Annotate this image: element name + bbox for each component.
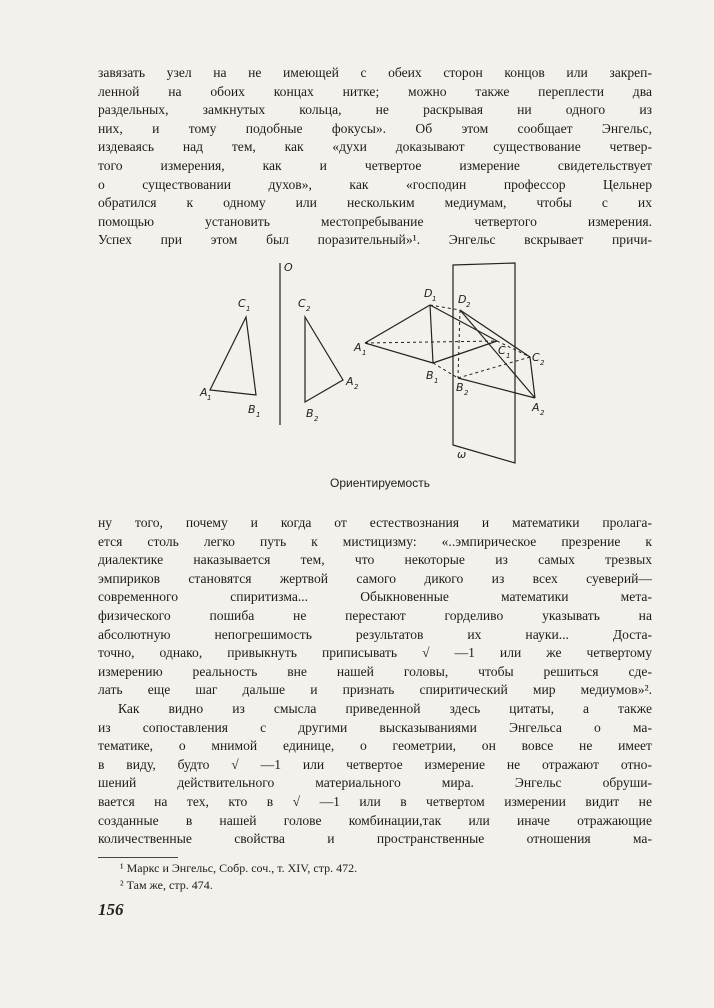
label-d2: D xyxy=(458,293,467,306)
label-b1: B xyxy=(248,403,256,416)
edge-b-c xyxy=(433,341,497,363)
label-c2: C xyxy=(298,297,306,310)
text-line: абсолютную непогрешимость результатов их науки... Доста- xyxy=(98,626,652,642)
label-subscript: 2 xyxy=(466,301,471,309)
text-line: раздельных, замкнутых кольца, не раскрывая ни одного из xyxy=(98,102,652,118)
text-line: Успех при этом был поразительный»¹. Энгельс вскрывает причи- xyxy=(98,232,652,248)
orientability-figure xyxy=(190,255,580,470)
text-line: шений действительного материального мира. Энгельс обруши- xyxy=(98,775,652,791)
label-subscript: 1 xyxy=(362,349,367,357)
text-line: из сопоставления с другими высказываниями Энгельса о ма- xyxy=(98,719,652,735)
label-b1-3d: B xyxy=(426,369,434,382)
footnote-2: ² Там же, стр. 474. xyxy=(120,878,213,892)
footnote-1: ¹ Маркс и Энгельс, Собр. соч., т. XIV, стр. 472. xyxy=(120,861,358,875)
footnote-rule xyxy=(98,857,178,858)
dashed-b-b2 xyxy=(433,363,458,378)
text-line: измерению реальность вне нашей головы, чтобы решиться сде- xyxy=(98,663,652,679)
text-line: вается на тех, кто в √ —1 или в четвертом измерении видит не xyxy=(98,793,652,809)
dashed-a-c xyxy=(365,341,497,343)
label-c2-3d: C xyxy=(532,351,540,364)
triangle-abc-1 xyxy=(210,317,256,395)
text-line: диалектике наказывается тем, что некоторые из самых трезвых xyxy=(98,552,652,568)
label-a1-3d: A xyxy=(354,341,362,354)
text-line: того измерения, как и четвертое измерение свидетельствует xyxy=(98,157,652,173)
footnotes xyxy=(120,860,357,894)
text-line: точно, однако, привыкнуть приписывать √ —1 или же четвертому xyxy=(98,645,652,661)
label-b2: B xyxy=(306,407,314,420)
label-c1-3d: C xyxy=(498,344,506,357)
label-subscript: 1 xyxy=(432,295,437,303)
figure-caption: Ориентируемость xyxy=(330,476,430,490)
label-subscript: 1 xyxy=(256,411,261,419)
text-line: ленной на обоих концах нитке; можно также переплести два xyxy=(98,83,652,99)
text-line: современного спиритизма... Обыкновенные математики мета- xyxy=(98,589,652,605)
text-line: физического пошиба не перестают горделиво указывать на xyxy=(98,607,652,623)
label-a1: A xyxy=(200,386,208,399)
label-a2: A xyxy=(346,375,354,388)
last-paragraph xyxy=(98,700,652,849)
text-line: в виду, будто √ —1 или четвертое измерение не отражают отно- xyxy=(98,756,652,772)
text-line: лать еще шаг дальше и признать спиритический мир медиумов»². xyxy=(98,682,652,698)
edge-d-c xyxy=(430,305,497,341)
label-subscript: 2 xyxy=(540,409,545,417)
middle-paragraph xyxy=(98,514,652,700)
text-line: ется столь легко путь к мистицизму: «..эмпирическое презрение к xyxy=(98,533,652,549)
text-line: эмпириков становятся жертвой самого дикого из всех суеверий— xyxy=(98,570,652,586)
page-number: 156 xyxy=(98,900,124,919)
label-subscript: 2 xyxy=(540,359,545,367)
label-subscript: 1 xyxy=(246,305,251,313)
label-subscript: 2 xyxy=(306,305,311,313)
text-line: них, и тому подобные фокусы». Об этом сообщает Энгельс, xyxy=(98,120,652,136)
text-line: созданные в нашей голове комбинации,так или иначе отражающие xyxy=(98,812,652,828)
text-line: ну того, почему и когда от естествознания и математики пролага- xyxy=(98,515,652,530)
text-line: о существовании духов», как «господин профессор Цельнер xyxy=(98,176,652,192)
label-subscript: 2 xyxy=(354,383,359,391)
label-subscript: 1 xyxy=(506,352,511,360)
label-c1: C xyxy=(238,297,246,310)
triangle-abc-2 xyxy=(305,317,343,402)
label-omega: ω xyxy=(457,448,467,461)
text-line: тематике, о мнимой единице, о геометрии, он вовсе не имеет xyxy=(98,738,652,754)
label-o: O xyxy=(284,261,293,274)
text-line: завязать узел на не имеющей с обеих сторон концов или закреп- xyxy=(98,65,652,80)
text-line: издеваясь над тем, как «духи доказывают существование четвер- xyxy=(98,139,652,155)
text-line: помощью установить местопребывание четвертого измерения. xyxy=(98,213,652,229)
edge-a-d xyxy=(365,305,430,343)
edge-b2-a2 xyxy=(458,378,535,398)
label-a2-3d: A xyxy=(532,401,540,414)
dashed-b2-c2 xyxy=(458,357,530,378)
label-subscript: 2 xyxy=(464,389,469,397)
text-line: количественные свойства и пространственные отношения ма- xyxy=(98,831,652,847)
label-subscript: 2 xyxy=(314,415,319,423)
top-paragraph xyxy=(98,64,652,250)
label-subscript: 1 xyxy=(207,394,212,402)
text-line: Как видно из смысла приведенной здесь цитаты, а также xyxy=(118,701,652,716)
label-subscript: 1 xyxy=(434,377,439,385)
text-line: обратился к одному или нескольким медиумам, чтобы с их xyxy=(98,195,652,211)
edge-d-b xyxy=(430,305,433,363)
label-b2-3d: B xyxy=(456,381,464,394)
label-d1: D xyxy=(424,287,433,300)
edge-a-b xyxy=(365,343,433,363)
